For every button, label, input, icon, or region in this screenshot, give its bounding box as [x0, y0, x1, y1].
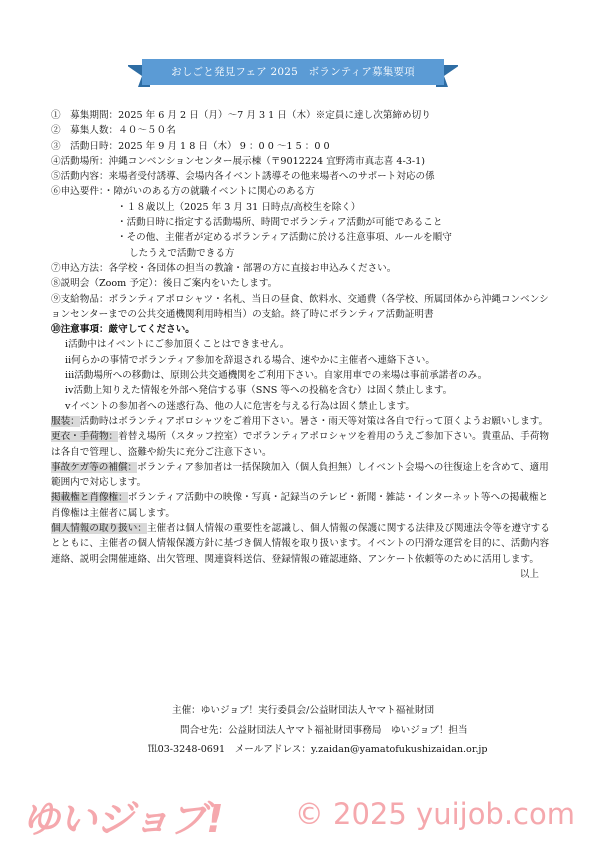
- document-body: [51, 108, 551, 582]
- dress-label: 服装：: [51, 415, 80, 427]
- footer-tel-mail: ℡03-3248-0691 メールアドレス：y.zaidan@yamatofukushizaidan.or.jp: [148, 744, 488, 755]
- note-item: ⅰ活動中はイベントにご参加頂くことはできません。: [65, 339, 290, 351]
- footer-contact: 問合せ先：公益財団法人ヤマト福祉財団事務局 ゆいジョブ！担当: [180, 725, 468, 736]
- change-text: 着替え場所（スタッフ控室）でボランティアポロシャツを着用のうえご参加下さい。貴重品、手荷物は各自で管理し、盗難や紛失に充分ご注意下さい。: [51, 431, 549, 458]
- dress-text: 活動時はボランティアポロシャツをご着用下さい。暑さ・雨天等対策は各自で行って頂くようお願いします。: [79, 415, 549, 427]
- notes-heading: ⑩注意事項：厳守してください。: [51, 324, 195, 336]
- dress-section: [51, 414, 551, 429]
- rights-section: [51, 490, 551, 521]
- note-item: ⅱ何らかの事情でボランティア参加を辞退される場合、速やかに主催者へ連絡下さい。: [65, 354, 435, 366]
- note-item: ⅳ活動上知りえた情報を外部へ発信する事（SNS 等への投稿を含む）は固く禁止します。: [65, 385, 453, 397]
- requirement-rules: ・その他、主催者が定めるボランティア活動に於ける注意事項、ルールを順守: [117, 232, 452, 244]
- privacy-text: 主催者は個人情報の重要性を認識し、個人情報の保護に関する法律及び関連法令等を遵守するとともに、主催者の個人情報保護方針に基づき個人情報を取り扱います。イベントの円滑な運営を目的に、活動内容連絡、説明会開催連絡、出欠管理、関連資料送信、登録情報の確認連絡、アンケート依頼等のために活用します。: [51, 523, 550, 565]
- requirement-availability: ・活動日時に指定する活動場所、時間でボランティア活動が可能であること: [117, 217, 443, 229]
- end-mark: 以上: [519, 568, 539, 580]
- item-period: ① 募集期間：2025 年 6 月 2 日（月）～7 月 3 1 日（木）※定員に達し次第締め切り: [51, 110, 431, 121]
- title-banner: [128, 57, 458, 93]
- requirement-age: ・１８歳以上（2025 年 3 月 31 日時点/高校生を除く）: [117, 201, 361, 213]
- item-method: ⑦申込方法：各学校・各団体の担当の教諭・部署の方に直接お申込みください。: [51, 262, 397, 274]
- footer-organizer: 主催：ゆいジョブ！実行委員会/公益財団法人ヤマト福祉財団: [172, 705, 435, 716]
- change-label: 更衣・手荷物：: [51, 431, 119, 443]
- requirement-rules-cont: したうえで活動できる方: [129, 247, 235, 259]
- item-briefing: ⑧説明会（Zoom 予定）：後日ご案内をいたします。: [51, 278, 278, 290]
- item-count: ② 募集人数：４０～５０名: [51, 125, 176, 137]
- page-title: おしごと発見フェア 2025 ボランティア募集要項: [171, 66, 415, 78]
- brand-logo: ゆいジョブ!: [22, 797, 223, 841]
- rights-label: 掲載権と肖像権：: [51, 492, 128, 504]
- item-content: ⑤活動内容：来場者受付誘導、会場内各イベント誘導その他来場者へのサポート対応の係: [51, 171, 435, 183]
- accident-label: 事故ケガ等の補償：: [51, 461, 138, 473]
- item-place: ④活動場所：沖縄コンベンションセンター展示棟（〒9012224 宜野湾市真志喜 4-3-1): [51, 155, 425, 167]
- copyright: © 2025 yuijob.com: [294, 797, 575, 831]
- privacy-section: [51, 521, 551, 567]
- note-item: ⅴイベントの参加者への迷惑行為、他の人に危害を与える行為は固く禁止します。: [65, 400, 416, 412]
- item-date: ③ 活動日時：2025 年 9 月 1 8 日（木） 9 ：0 0 ～1 5 ：0 0: [51, 140, 330, 152]
- change-section: [51, 429, 551, 460]
- item-requirements: ⑥申込要件：・障がいのある方の就職イベントに関心のある方: [51, 186, 315, 198]
- accident-text: ボランティア参加者は一括保険加入（個人負担無）しイベント会場への往復途上を含めて、適用範囲内で対応します。: [51, 461, 549, 489]
- item-supply: ⑨支給物品：ボランティアポロシャツ・名札、当日の昼食、飲料水、交通費（各学校、所属団体から沖縄コンベンションセンターまでの公共交通機関利用時相当）の支給。終了時にボランティア活動証明書: [51, 293, 549, 320]
- accident-section: [51, 460, 551, 491]
- rights-text: ボランティア活動中の映像・写真・記録当のテレビ・新聞・雑誌・インターネット等への掲載権と肖像権は主催者に属します。: [51, 492, 549, 519]
- privacy-label: 個人情報の取り扱い：: [51, 523, 147, 535]
- note-item: ⅲ活動場所への移動は、原則公共交通機関をご利用下さい。自家用車での来場は事前承諾者のみ。: [65, 370, 488, 382]
